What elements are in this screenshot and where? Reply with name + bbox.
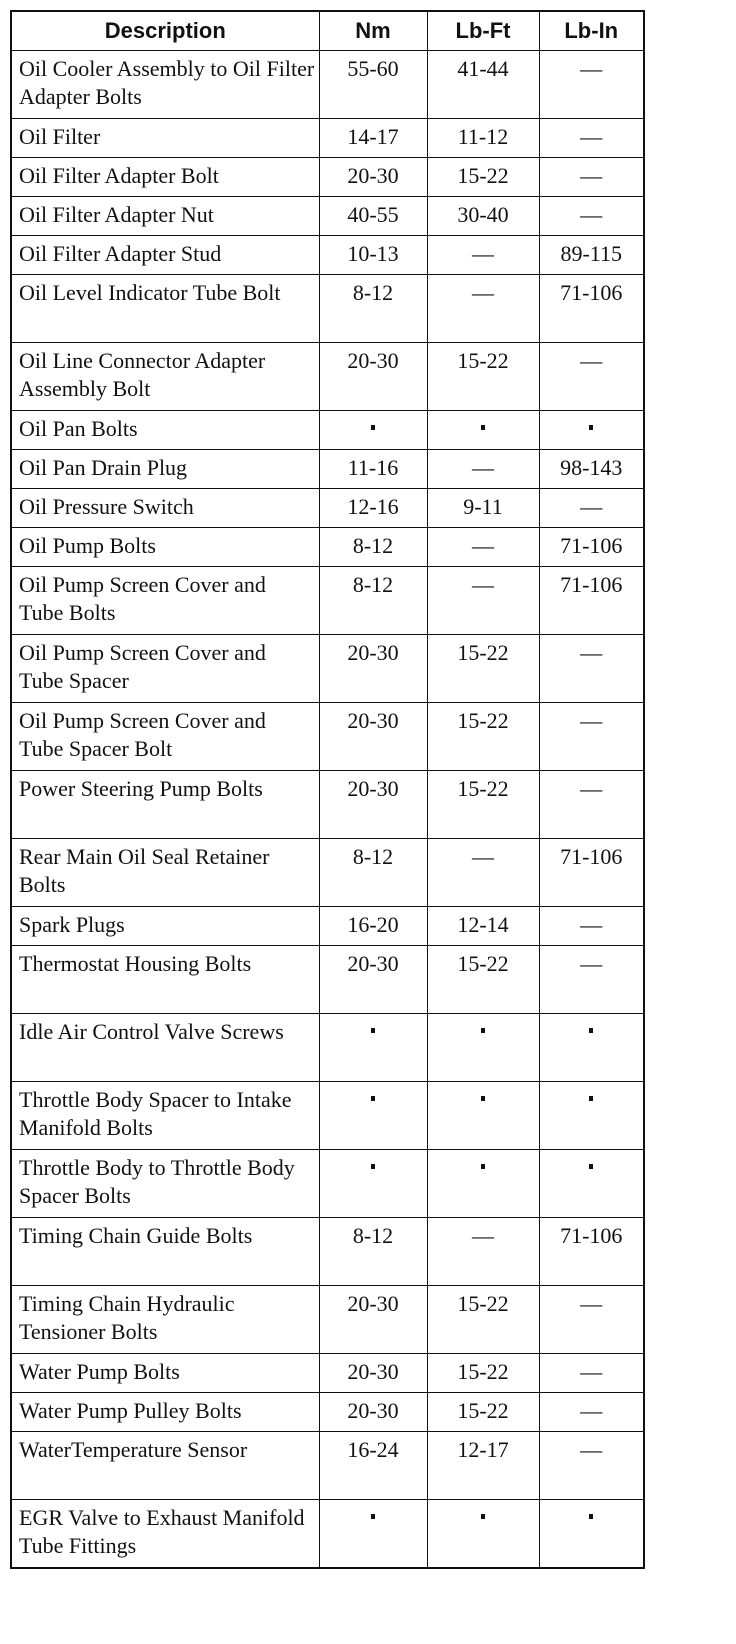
description-cell: Oil Cooler Assembly to Oil Filter Adapter Bolts	[11, 51, 319, 119]
dot-mark-icon	[371, 1514, 375, 1519]
nm-cell: 40-55	[319, 197, 427, 236]
nm-cell: 8-12	[319, 567, 427, 635]
table-row	[11, 1150, 644, 1218]
table-row	[11, 1286, 644, 1354]
table-row	[11, 1218, 644, 1286]
dot-mark-icon	[371, 1164, 375, 1169]
lbin-cell: —	[539, 703, 644, 771]
table-row	[11, 158, 644, 197]
lbft-cell: 9-11	[427, 489, 539, 528]
lbft-cell: 12-17	[427, 1432, 539, 1500]
dot-mark-icon	[589, 425, 593, 430]
lbin-cell: 89-115	[539, 236, 644, 275]
dot-mark-icon	[481, 1164, 485, 1169]
description-cell: WaterTemperature Sensor	[11, 1432, 319, 1500]
lbin-cell: —	[539, 197, 644, 236]
lbft-cell: —	[427, 528, 539, 567]
nm-cell: 20-30	[319, 1393, 427, 1432]
lbft-cell: 15-22	[427, 703, 539, 771]
table-row	[11, 771, 644, 839]
nm-cell	[319, 1014, 427, 1082]
dot-mark-icon	[589, 1028, 593, 1033]
lbin-cell: —	[539, 907, 644, 946]
lbft-cell: 15-22	[427, 343, 539, 411]
torque-spec-table	[10, 10, 645, 1569]
table-row	[11, 907, 644, 946]
nm-cell: 11-16	[319, 450, 427, 489]
nm-cell: 8-12	[319, 1218, 427, 1286]
dot-mark-icon	[481, 1514, 485, 1519]
description-cell: Oil Pump Bolts	[11, 528, 319, 567]
description-cell: Oil Filter	[11, 119, 319, 158]
lbin-cell	[539, 1082, 644, 1150]
header-lbin: Lb-In	[539, 11, 644, 51]
lbin-cell: —	[539, 1286, 644, 1354]
lbin-cell: —	[539, 343, 644, 411]
table-row	[11, 197, 644, 236]
header-row	[11, 11, 644, 51]
lbin-cell: 98-143	[539, 450, 644, 489]
description-cell: Idle Air Control Valve Screws	[11, 1014, 319, 1082]
lbin-cell	[539, 1500, 644, 1568]
lbft-cell: 15-22	[427, 1393, 539, 1432]
lbft-cell: —	[427, 1218, 539, 1286]
description-cell: Oil Level Indicator Tube Bolt	[11, 275, 319, 343]
lbin-cell: —	[539, 1432, 644, 1500]
table-row	[11, 1432, 644, 1500]
nm-cell: 16-24	[319, 1432, 427, 1500]
description-cell: Oil Pump Screen Cover and Tube Spacer Bolt	[11, 703, 319, 771]
nm-cell: 20-30	[319, 946, 427, 1014]
table-row	[11, 1082, 644, 1150]
lbin-cell: —	[539, 119, 644, 158]
nm-cell	[319, 1150, 427, 1218]
lbft-cell: 15-22	[427, 635, 539, 703]
lbft-cell: 12-14	[427, 907, 539, 946]
table-row	[11, 703, 644, 771]
nm-cell: 20-30	[319, 343, 427, 411]
table-row	[11, 635, 644, 703]
lbin-cell	[539, 1014, 644, 1082]
lbft-cell: 15-22	[427, 1354, 539, 1393]
nm-cell: 12-16	[319, 489, 427, 528]
description-cell: Throttle Body to Throttle Body Spacer Bolts	[11, 1150, 319, 1218]
lbin-cell	[539, 1150, 644, 1218]
lbft-cell: —	[427, 839, 539, 907]
lbft-cell	[427, 1500, 539, 1568]
table-row	[11, 275, 644, 343]
nm-cell: 20-30	[319, 771, 427, 839]
nm-cell: 16-20	[319, 907, 427, 946]
nm-cell: 20-30	[319, 1354, 427, 1393]
dot-mark-icon	[589, 1096, 593, 1101]
table-row	[11, 119, 644, 158]
lbin-cell: —	[539, 489, 644, 528]
header-nm: Nm	[319, 11, 427, 51]
table-row	[11, 567, 644, 635]
description-cell: Oil Pressure Switch	[11, 489, 319, 528]
nm-cell: 14-17	[319, 119, 427, 158]
table-row	[11, 839, 644, 907]
lbft-cell: —	[427, 236, 539, 275]
lbft-cell: —	[427, 275, 539, 343]
description-cell: Oil Pan Bolts	[11, 411, 319, 450]
description-cell: Water Pump Pulley Bolts	[11, 1393, 319, 1432]
lbft-cell: 15-22	[427, 771, 539, 839]
description-cell: Oil Filter Adapter Nut	[11, 197, 319, 236]
description-cell: Timing Chain Hydraulic Tensioner Bolts	[11, 1286, 319, 1354]
nm-cell: 8-12	[319, 275, 427, 343]
lbft-cell	[427, 1082, 539, 1150]
description-cell: Power Steering Pump Bolts	[11, 771, 319, 839]
nm-cell: 8-12	[319, 839, 427, 907]
nm-cell: 55-60	[319, 51, 427, 119]
lbin-cell: —	[539, 771, 644, 839]
dot-mark-icon	[481, 1096, 485, 1101]
table-body	[11, 51, 644, 1568]
lbft-cell: —	[427, 567, 539, 635]
description-cell: Oil Pump Screen Cover and Tube Bolts	[11, 567, 319, 635]
nm-cell: 20-30	[319, 1286, 427, 1354]
description-cell: Rear Main Oil Seal Retainer Bolts	[11, 839, 319, 907]
table-row	[11, 946, 644, 1014]
lbft-cell: 15-22	[427, 158, 539, 197]
table-row	[11, 343, 644, 411]
lbft-cell: 30-40	[427, 197, 539, 236]
description-cell: Throttle Body Spacer to Intake Manifold Bolts	[11, 1082, 319, 1150]
dot-mark-icon	[589, 1514, 593, 1519]
lbin-cell: —	[539, 635, 644, 703]
lbin-cell: 71-106	[539, 567, 644, 635]
dot-mark-icon	[371, 1096, 375, 1101]
lbin-cell: 71-106	[539, 275, 644, 343]
description-cell: Spark Plugs	[11, 907, 319, 946]
lbin-cell: —	[539, 51, 644, 119]
nm-cell: 20-30	[319, 703, 427, 771]
description-cell: Thermostat Housing Bolts	[11, 946, 319, 1014]
description-cell: Oil Pump Screen Cover and Tube Spacer	[11, 635, 319, 703]
header-description: Description	[11, 11, 319, 51]
nm-cell: 10-13	[319, 236, 427, 275]
nm-cell	[319, 1082, 427, 1150]
description-cell: Oil Pan Drain Plug	[11, 450, 319, 489]
header-lbft: Lb-Ft	[427, 11, 539, 51]
description-cell: Oil Line Connector Adapter Assembly Bolt	[11, 343, 319, 411]
lbft-cell: 15-22	[427, 1286, 539, 1354]
description-cell: EGR Valve to Exhaust Manifold Tube Fittings	[11, 1500, 319, 1568]
dot-mark-icon	[481, 425, 485, 430]
table-row	[11, 1014, 644, 1082]
description-cell: Water Pump Bolts	[11, 1354, 319, 1393]
lbin-cell: 71-106	[539, 528, 644, 567]
table-row	[11, 236, 644, 275]
dot-mark-icon	[481, 1028, 485, 1033]
description-cell: Timing Chain Guide Bolts	[11, 1218, 319, 1286]
table-row	[11, 1354, 644, 1393]
lbin-cell: 71-106	[539, 839, 644, 907]
lbft-cell: 15-22	[427, 946, 539, 1014]
lbft-cell: 11-12	[427, 119, 539, 158]
lbin-cell: —	[539, 946, 644, 1014]
table-row	[11, 411, 644, 450]
dot-mark-icon	[371, 425, 375, 430]
nm-cell: 20-30	[319, 635, 427, 703]
lbft-cell	[427, 1150, 539, 1218]
table-row	[11, 489, 644, 528]
description-cell: Oil Filter Adapter Stud	[11, 236, 319, 275]
lbin-cell: —	[539, 158, 644, 197]
description-cell: Oil Filter Adapter Bolt	[11, 158, 319, 197]
lbft-cell	[427, 411, 539, 450]
lbin-cell: —	[539, 1354, 644, 1393]
lbft-cell: 41-44	[427, 51, 539, 119]
nm-cell	[319, 1500, 427, 1568]
lbft-cell	[427, 1014, 539, 1082]
nm-cell: 20-30	[319, 158, 427, 197]
table-row	[11, 1393, 644, 1432]
table-row	[11, 51, 644, 119]
lbft-cell: —	[427, 450, 539, 489]
dot-mark-icon	[589, 1164, 593, 1169]
lbin-cell: 71-106	[539, 1218, 644, 1286]
table-row	[11, 450, 644, 489]
lbin-cell	[539, 411, 644, 450]
lbin-cell: —	[539, 1393, 644, 1432]
nm-cell: 8-12	[319, 528, 427, 567]
table-row	[11, 1500, 644, 1568]
nm-cell	[319, 411, 427, 450]
table-row	[11, 528, 644, 567]
dot-mark-icon	[371, 1028, 375, 1033]
